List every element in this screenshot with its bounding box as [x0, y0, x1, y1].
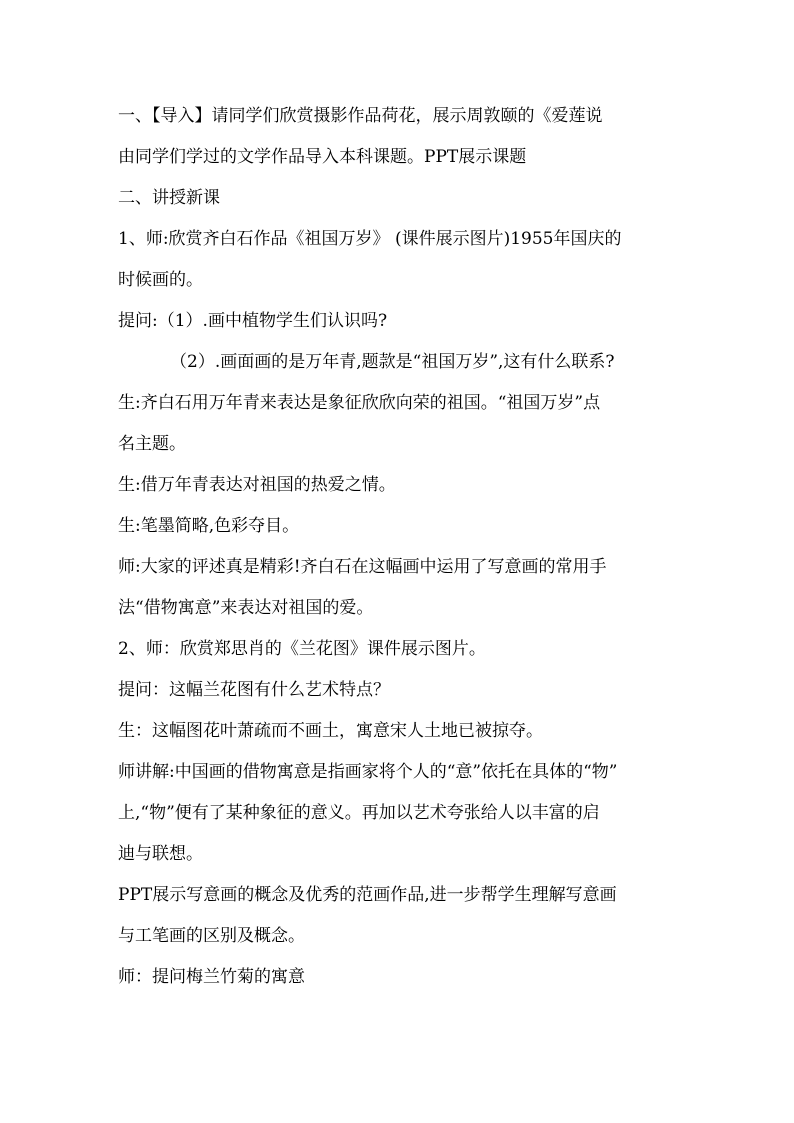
question-line-1: 提问:（1）.画中植物学生们认识吗? — [118, 311, 388, 331]
question-line-2: （2）.画面画的是万年青,题款是“祖国万岁”,这有什么联系? — [170, 352, 615, 372]
student-answer-2: 生:借万年青表达对祖国的热爱之情。 — [118, 475, 396, 495]
teacher-line-qibaishi-1: 1、师:欣赏齐白石作品《祖国万岁》 (课件展示图片)1955年国庆的 — [118, 229, 622, 249]
question-orchid: 提问：这幅兰花图有什么艺术特点？ — [118, 680, 390, 700]
teacher-explanation-line-3: 迪与联想。 — [118, 844, 203, 864]
student-answer-orchid: 生：这幅图花叶萧疏而不画土，寓意宋人土地已被掠夺。 — [118, 721, 543, 741]
teacher-explanation-line-1: 师讲解:中国画的借物寓意是指画家将个人的“意”依托在具体的“物” — [118, 762, 618, 782]
student-answer-1-line-2: 名主题。 — [118, 434, 186, 454]
student-answer-1-line-1: 生:齐白石用万年青来表达是象征欣欣向荣的祖国。“祖国万岁”点 — [118, 393, 601, 413]
teacher-question-plum-orchid-bamboo-chrysanthemum: 师：提问梅兰竹菊的寓意 — [118, 967, 305, 987]
ppt-line-2: 与工笔画的区别及概念。 — [118, 926, 305, 946]
teacher-explanation-line-2: 上,“物”便有了某种象征的意义。再加以艺术夸张给人以丰富的启 — [118, 803, 600, 823]
section-heading-new-lesson: 二、讲授新课 — [118, 188, 220, 208]
teacher-line-zhengsixiao: 2、师：欣赏郑思肖的《兰花图》课件展示图片。 — [118, 639, 486, 659]
document-body — [118, 100, 680, 1002]
teacher-comment-line-2: 法“借物寓意”来表达对祖国的爱。 — [118, 598, 374, 618]
intro-paragraph-line-2: 由同学们学过的文学作品导入本科课题。PPT展示课题 — [118, 147, 527, 167]
teacher-comment-line-1: 师:大家的评述真是精彩!齐白石在这幅画中运用了写意画的常用手 — [118, 557, 607, 577]
intro-paragraph-line-1: 一、【导入】请同学们欣赏摄影作品荷花，展示周敦颐的《爱莲说 — [118, 106, 603, 126]
student-answer-3: 生:笔墨简略,色彩夺目。 — [118, 516, 300, 536]
teacher-line-qibaishi-2: 时候画的。 — [118, 270, 203, 290]
ppt-line-1: PPT展示写意画的概念及优秀的范画作品,进一步帮学生理解写意画 — [118, 885, 617, 905]
